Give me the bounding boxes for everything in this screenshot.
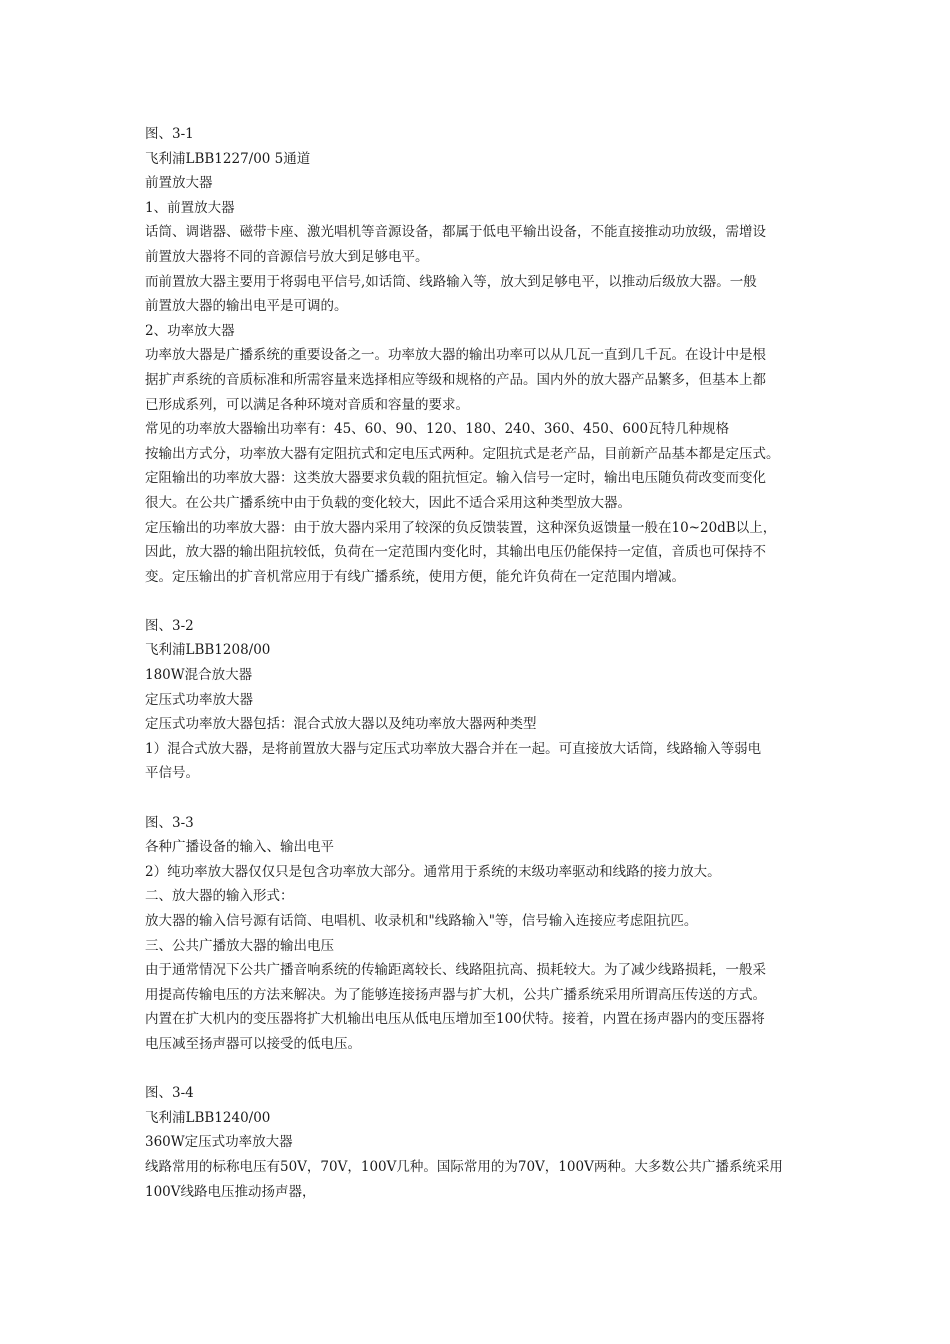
paragraph-line: 常见的功率放大器输出功率有：45、60、90、120、180、240、360、450、600瓦特几种规格 <box>145 421 730 438</box>
section-spacer <box>145 1057 825 1082</box>
paragraph-line: 线路常用的标称电压有50V，70V，100V几种。国际常用的为70V，100V两种。大多数公共广播系统采用 <box>145 1158 783 1175</box>
figure-title: 各种广播设备的输入、输出电平 <box>145 839 334 856</box>
figure-caption: 图、3-3 <box>145 814 194 831</box>
paragraph-line: 前置放大器的输出电平是可调的。 <box>145 298 348 315</box>
paragraph-line: 很大。在公共广播系统中由于负载的变化较大，因此不适合采用这种类型放大器。 <box>145 494 631 511</box>
product-type: 360W定压式功率放大器 <box>145 1134 293 1151</box>
paragraph-line: 平信号。 <box>145 765 199 782</box>
paragraph-line: 定阻输出的功率放大器：这类放大器要求负载的阻抗恒定。输入信号一定时，输出电压随负荷改变而变化 <box>145 470 766 487</box>
section-figure-3-4 <box>145 1081 825 1204</box>
section-heading: 二、放大器的输入形式： <box>145 888 294 905</box>
paragraph-line: 已形成系列，可以满足各种环境对音质和容量的要求。 <box>145 396 469 413</box>
paragraph-line: 定压式功率放大器包括：混合式放大器以及纯功率放大器两种类型 <box>145 716 537 733</box>
section-figure-3-2 <box>145 614 825 786</box>
section-heading: 三、公共广播放大器的输出电压 <box>145 937 334 954</box>
paragraph-line: 话筒、调谐器、磁带卡座、激光唱机等音源设备，都属于低电平输出设备，不能直接推动功放级，需增设 <box>145 224 766 241</box>
section-spacer <box>145 589 825 614</box>
section-heading: 2、功率放大器 <box>145 322 235 339</box>
paragraph-line: 功率放大器是广播系统的重要设备之一。功率放大器的输出功率可以从几瓦一直到几千瓦。在设计中是根 <box>145 347 766 364</box>
section-figure-3-1 <box>145 122 825 589</box>
product-model: 飞利浦LBB1227/00 5通道 <box>145 150 311 167</box>
product-model: 飞利浦LBB1208/00 <box>145 642 271 659</box>
section-figure-3-3 <box>145 811 825 1057</box>
paragraph-line: 因此，放大器的输出阻抗较低，负荷在一定范围内变化时，其输出电压仍能保持一定值，音质也可保持不 <box>145 544 766 561</box>
figure-caption: 图、3-1 <box>145 126 194 142</box>
paragraph-line: 用提高传输电压的方法来解决。为了能够连接扬声器与扩大机，公共广播系统采用所谓高压传送的方式。 <box>145 986 766 1003</box>
product-model: 飞利浦LBB1240/00 <box>145 1109 271 1126</box>
paragraph-line: 100V线路电压推动扬声器， <box>145 1183 316 1200</box>
paragraph-line: 按输出方式分，功率放大器有定阻抗式和定电压式两种。定阻抗式是老产品，目前新产品基本都是定压式。 <box>145 445 780 462</box>
section-spacer <box>145 786 825 811</box>
paragraph-line: 变。定压输出的扩音机常应用于有线广播系统，使用方便，能允许负荷在一定范围内增减。 <box>145 568 685 585</box>
section-heading: 定压式功率放大器 <box>145 691 253 708</box>
paragraph-line: 定压输出的功率放大器：由于放大器内采用了较深的负反馈装置，这种深负返馈量一般在10~20dB以上， <box>145 519 777 536</box>
paragraph-line: 前置放大器将不同的音源信号放大到足够电平。 <box>145 248 429 265</box>
paragraph-line: 2）纯功率放大器仅仅只是包含功率放大部分。通常用于系统的末级功率驱动和线路的接力放大。 <box>145 863 721 880</box>
figure-caption: 图、3-2 <box>145 617 194 634</box>
figure-caption: 图、3-4 <box>145 1085 194 1102</box>
paragraph-line: 放大器的输入信号源有话筒、电唱机、收录机和"线路输入"等，信号输入连接应考虑阻抗匹。 <box>145 913 698 929</box>
product-type: 180W混合放大器 <box>145 667 253 684</box>
document-body <box>145 122 825 1204</box>
product-type: 前置放大器 <box>145 175 213 192</box>
paragraph-line: 电压减至扬声器可以接受的低电压。 <box>145 1035 361 1052</box>
paragraph-line: 由于通常情况下公共广播音响系统的传输距离较长、线路阻抗高、损耗较大。为了减少线路损耗，一般采 <box>145 962 766 979</box>
paragraph-line: 1）混合式放大器，是将前置放大器与定压式功率放大器合并在一起。可直接放大话筒，线路输入等弱电 <box>145 740 762 757</box>
paragraph-line: 而前置放大器主要用于将弱电平信号,如话筒、线路输入等，放大到足够电平，以推动后级放大器。一般 <box>145 273 757 290</box>
section-heading: 1、前置放大器 <box>145 199 235 216</box>
paragraph-line: 内置在扩大机内的变压器将扩大机输出电压从低电压增加至100伏特。接着，内置在扬声器内的变压器将 <box>145 1011 765 1028</box>
paragraph-line: 据扩声系统的音质标准和所需容量来选择相应等级和规格的产品。国内外的放大器产品繁多，但基本上都 <box>145 371 766 388</box>
